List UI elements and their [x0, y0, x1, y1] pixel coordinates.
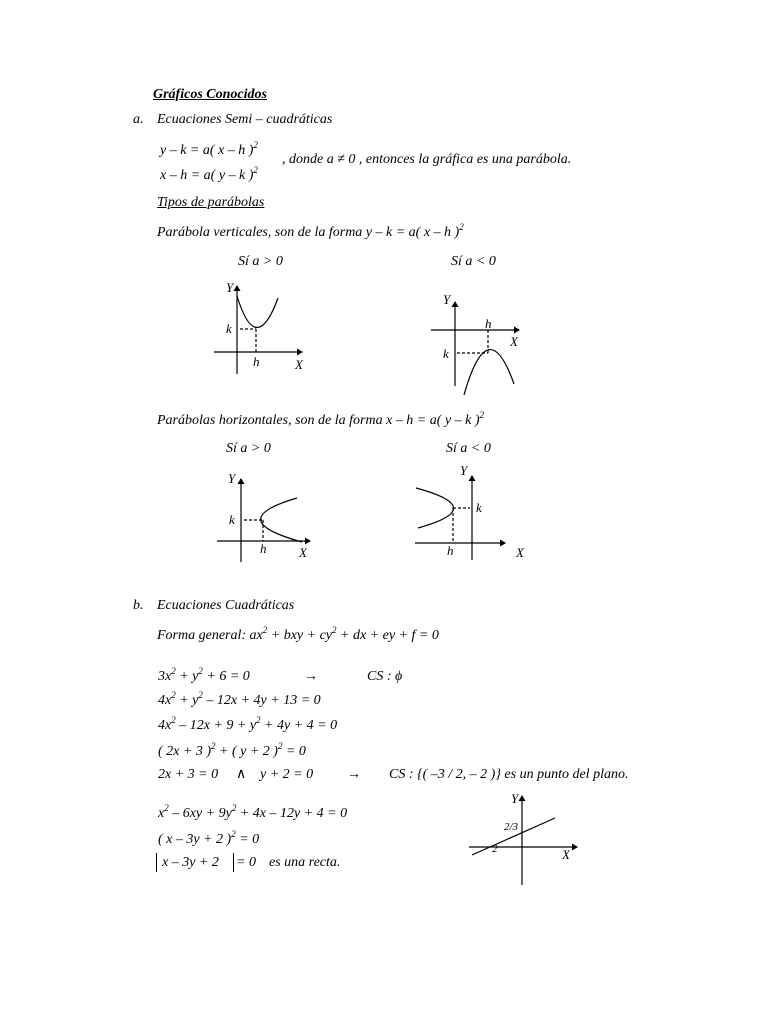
example3-line1: $x^2 - 6xy + 9y^2 + 4x - 12y + 4 = 0$	[158, 803, 348, 821]
x-axis-label: X	[516, 545, 524, 560]
y-intercept-label: 2/3	[504, 821, 519, 833]
section-b-heading: Ecuaciones Cuadráticas	[157, 598, 295, 613]
page-title: Gráficos Conocidos	[153, 87, 267, 102]
parabola-types-heading: Tipos de parábolas	[157, 195, 265, 210]
example2-line3: ( 2x + 3 )$^2$ + ( y + 2 )$^2$ = 0	[158, 741, 306, 759]
graph-horizontal-left	[415, 463, 525, 560]
horizontal-parabola-label: Parábolas horizontales, son de la forma x – h = a( y – k )$^2$	[157, 410, 484, 428]
example3-abs-equals: = 0	[236, 855, 256, 870]
horizontal-negative-case: Sí a < 0	[446, 441, 491, 456]
equation-vertical: y – k = a( x – h )$^2$	[160, 140, 258, 158]
y-axis-label: Y	[511, 791, 519, 806]
graph-horizontal-right	[217, 471, 310, 562]
k-label: k	[443, 346, 449, 361]
general-form: Forma general: $ax^2$ + bxy + $cy^2$ + dx + ey + f = 0	[157, 625, 439, 643]
x-axis-label: X	[562, 847, 570, 862]
equation-horizontal: x – h = a( y – k )$^2$	[160, 165, 258, 183]
y-axis-label: Y	[443, 292, 451, 307]
parabola-curve	[237, 296, 278, 328]
abs-bar-left	[156, 853, 157, 872]
h-label: h	[485, 316, 492, 331]
abs-bar-right	[233, 853, 234, 872]
x-intercept-label: 2	[492, 843, 498, 855]
graph-line	[469, 791, 577, 885]
parabola-curve	[261, 498, 302, 542]
example2-arrow: →	[347, 767, 361, 782]
graph-vertical-downward	[431, 292, 519, 395]
parabola-condition: , donde a ≠ 0 , entonces la gráfica es una parábola.	[282, 152, 572, 167]
example2-line4-left: 2x + 3 = 0	[158, 767, 219, 782]
horizontal-positive-case: Sí a > 0	[226, 441, 271, 456]
x-axis-label: X	[510, 334, 518, 349]
example2-line4-right: y + 2 = 0	[260, 767, 314, 782]
example2-and: ∧	[236, 767, 247, 782]
example2-line1: $4x^2 + y^2 - 12x + 4y + 13 = 0$	[158, 690, 321, 708]
example1-equation: $3x^2 + y^2 + 6 = 0$	[158, 666, 250, 684]
section-a-marker: a.	[133, 112, 144, 127]
section-a-heading: Ecuaciones Semi – cuadráticas	[157, 112, 333, 127]
example2-solution: CS : {( –3 / 2, – 2 )} es un punto del plano.	[389, 767, 629, 782]
x-axis-label: X	[295, 357, 303, 372]
h-label: h	[447, 543, 454, 558]
x-axis-label: X	[299, 545, 307, 560]
parabola-curve	[464, 350, 514, 395]
example3-abs-expression: x – 3y + 2	[162, 855, 219, 870]
example3-line2: ( x – 3y + 2 )$^2$ = 0	[158, 829, 260, 847]
vertical-negative-case: Sí a < 0	[451, 254, 496, 269]
vertical-positive-case: Sí a > 0	[238, 254, 283, 269]
example3-conclusion: es una recta.	[269, 855, 341, 870]
k-label: k	[476, 500, 482, 515]
h-label: h	[260, 541, 267, 556]
example1-arrow: →	[304, 669, 318, 684]
k-label: k	[226, 321, 232, 336]
example1-solution: CS : ϕ	[367, 669, 403, 684]
parabola-curve	[416, 488, 454, 528]
y-axis-label: Y	[228, 471, 236, 486]
example2-line2: $4x^2 - 12x + 9 + y^2 + 4y + 4 = 0$	[158, 715, 338, 733]
graph-vertical-upward	[214, 280, 304, 374]
section-b-marker: b.	[133, 598, 144, 613]
y-axis-label: Y	[460, 463, 468, 478]
k-label: k	[229, 512, 235, 527]
vertical-parabola-label: Parábola verticales, son de la forma y – k = a( x – h )$^2$	[157, 222, 464, 240]
h-label: h	[253, 354, 260, 369]
y-axis-label: Y	[226, 280, 234, 295]
